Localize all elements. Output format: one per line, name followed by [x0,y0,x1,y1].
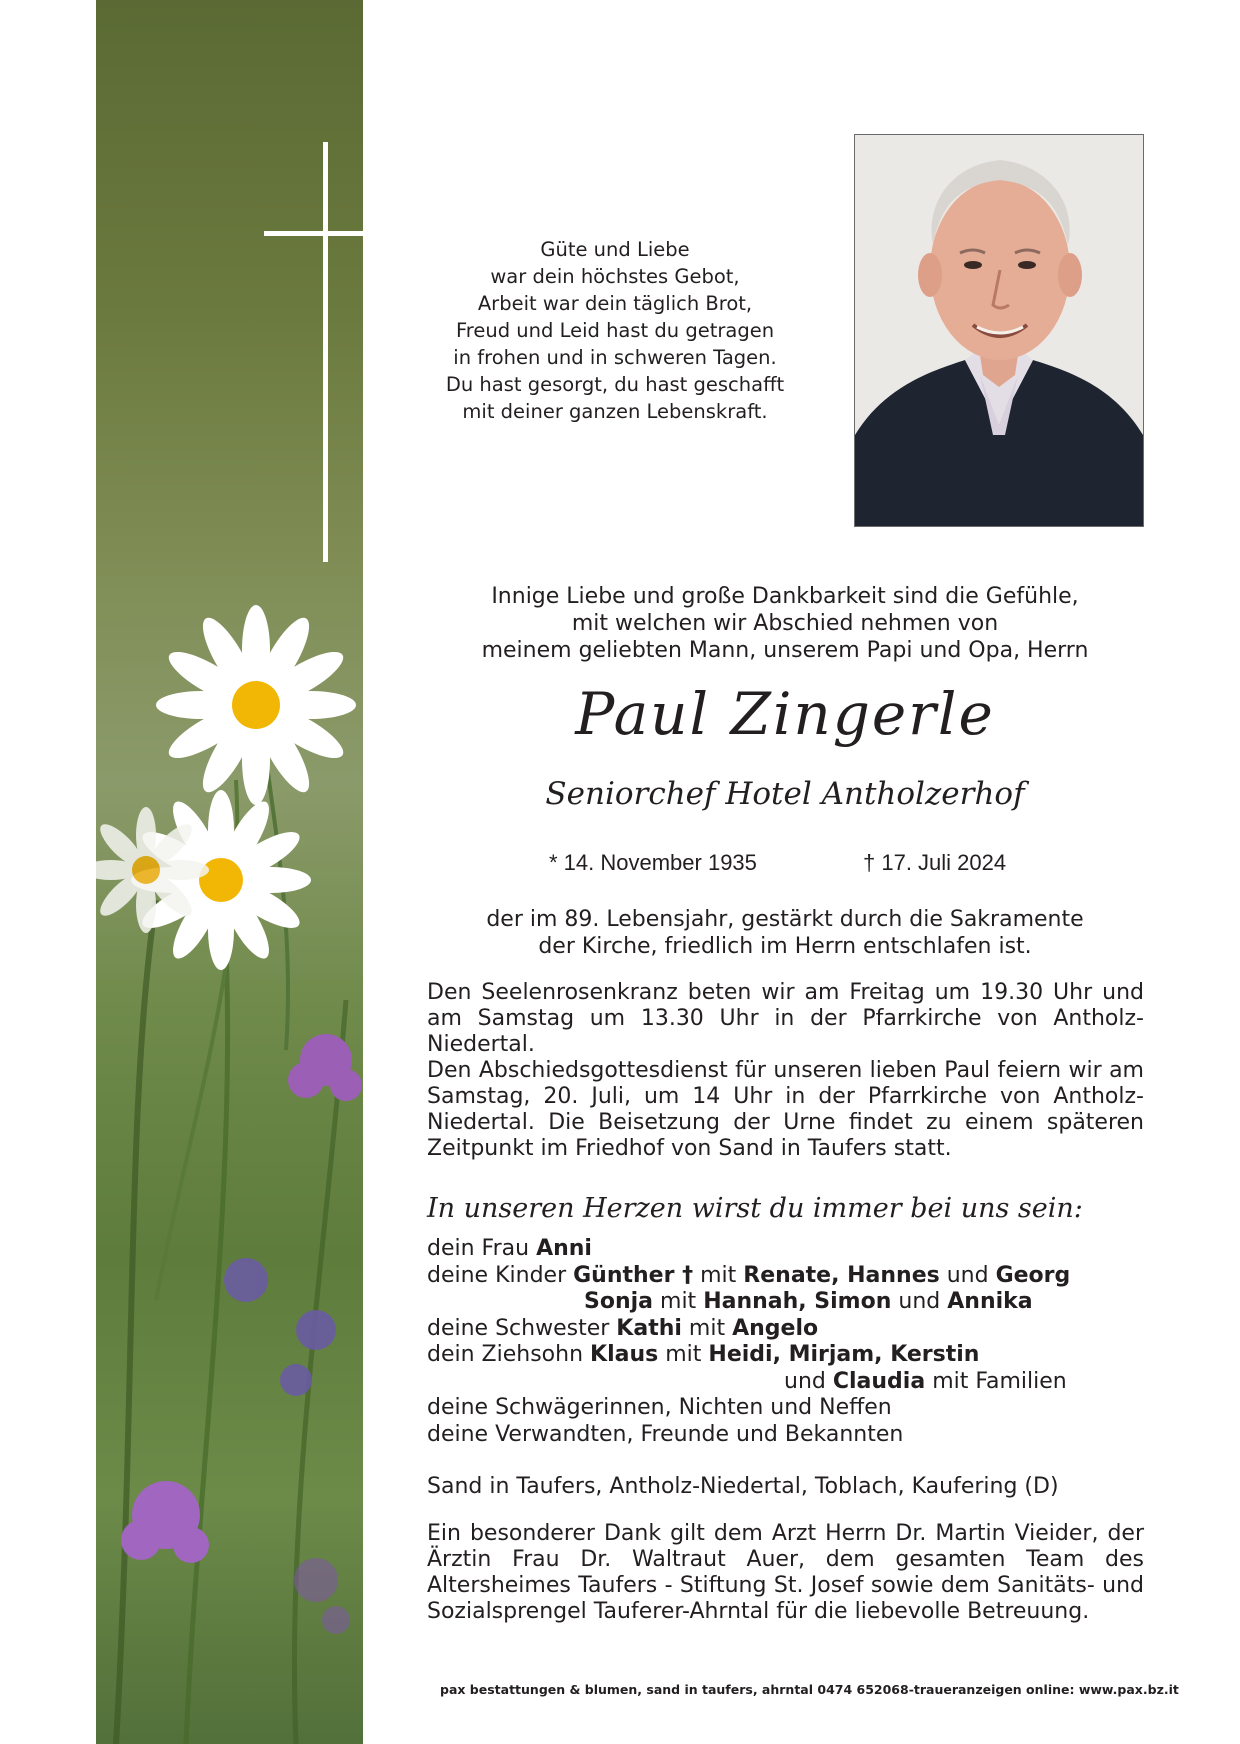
relative-name: Hannah, Simon [703,1289,892,1314]
poem-line: Freud und Leid hast du getragen [455,319,775,342]
passing-line: der Kirche, friedlich im Herrn entschlafen ist. [538,934,1032,959]
poem [415,236,815,425]
family-row-relatives: deine Verwandten, Freunde und Bekannten [427,1421,904,1447]
deceased-name: Paul Zingerle [575,680,995,748]
family-list [427,1236,1144,1448]
family-row-foster-son-2 [427,1369,1144,1396]
portrait-image [855,135,1143,526]
relation-label: deine Kinder [427,1262,567,1288]
connector-text: und [784,1368,826,1394]
intro-line: meinem geliebten Mann, unserem Papi und Opa, Herrn [481,638,1089,663]
relative-name: Annika [947,1289,1033,1314]
cross-icon-vertical [323,142,328,562]
family-row-foster-son [427,1342,1144,1369]
connector-text: mit [660,1289,697,1314]
places-line: Sand in Taufers, Antholz-Niedertal, Toblach, Kaufering (D) [427,1474,1059,1499]
relation-label: dein Ziehsohn [427,1342,584,1367]
relative-name: Klaus [590,1342,659,1367]
thanks-text: Ein besonderer Dank gilt dem Arzt Herrn Dr. Martin Vieider, der Ärztin Frau Dr. Waltraut Auer, dem gesamten Team des Altersheimes Taufers - Stiftung St. Josef sowie dem Sanitäts- und Sozialsprengel Tauferer-Ahrntal für die liebevolle Betreuung. [427,1521,1144,1624]
relative-name: Kathi [616,1315,682,1341]
poem-line: Du hast gesorgt, du hast geschafft [445,373,785,396]
relative-name: Sonja [584,1289,654,1314]
family-row-children-1 [427,1263,1144,1290]
thistle-lower [121,1481,209,1563]
floral-strip [96,0,363,1744]
life-dates [430,850,1140,880]
connector-text: mit [665,1342,702,1367]
relative-name: Heidi, Mirjam, Kerstin [708,1342,980,1367]
portrait-photo [854,134,1144,527]
connector-text: mit Familien [932,1368,1067,1394]
family-row-children-2 [427,1289,1144,1316]
relative-name: Angelo [732,1315,819,1341]
family-row-wife [427,1236,1144,1263]
passing-text [430,906,1140,960]
relative-name: Renate, Hannes [743,1262,940,1288]
relative-name: Anni [536,1236,592,1261]
connector-text: und [898,1289,941,1314]
connector-text: mit [700,1262,737,1288]
relative-name: Georg [995,1262,1071,1288]
service-details [427,980,1144,1162]
intro-line: Innige Liebe und große Dankbarkeit sind die Gefühle, [491,584,1079,609]
intro-text [430,583,1140,664]
birth-date: * 14. November 1935 [549,850,757,875]
relation-label: deine Schwester [427,1315,610,1341]
cross-icon-horizontal [264,231,363,236]
relative-name: Günther † [573,1262,694,1288]
footer-text: pax bestattungen & blumen, sand in taufers, ahrntal 0474 652068-traueranzeigen online: www.pax.bz.it [440,1682,1179,1697]
death-date: † 17. Juli 2024 [863,850,1007,875]
daisy-top [156,605,356,805]
relation-label: dein Frau [427,1236,530,1261]
poem-line: mit deiner ganzen Lebenskraft. [462,400,768,423]
connector-text: und [946,1262,989,1288]
passing-line: der im 89. Lebensjahr, gestärkt durch die Sakramente [486,907,1084,932]
intro-line: mit welchen wir Abschied nehmen von [571,611,999,636]
relative-name: Claudia [832,1368,926,1394]
rosary-text: Den Seelenrosenkranz beten wir am Freitag um 19.30 Uhr und am Samstag um 13.30 Uhr in der Pfarrkirche von Antholz-Niedertal. [427,980,1144,1057]
blurred-buds [294,1558,350,1634]
family-row-sister [427,1316,1144,1343]
family-heading: In unseren Herzen wirst du immer bei uns sein: [427,1193,1083,1224]
thistle-upper [288,1034,362,1101]
poem-line: in frohen und in schweren Tagen. [453,346,777,369]
poem-line: war dein höchstes Gebot, [490,265,740,288]
family-row-inlaws: deine Schwägerinnen, Nichten und Neffen [427,1395,892,1420]
poem-line: Arbeit war dein täglich Brot, [477,292,753,315]
connector-text: mit [688,1315,726,1341]
funeral-text: Den Abschiedsgottesdienst für unseren lieben Paul feiern wir am Samstag, 20. Juli, um 14 Uhr in der Pfarrkirche von Antholz-Niedertal. Die Beisetzung der Urne findet zu einem späteren Zeitpunkt im Friedhof von Sand in Taufers statt. [427,1058,1144,1161]
poem-line: Güte und Liebe [540,238,690,261]
deceased-title: Seniorchef Hotel Antholzerhof [545,776,1025,812]
